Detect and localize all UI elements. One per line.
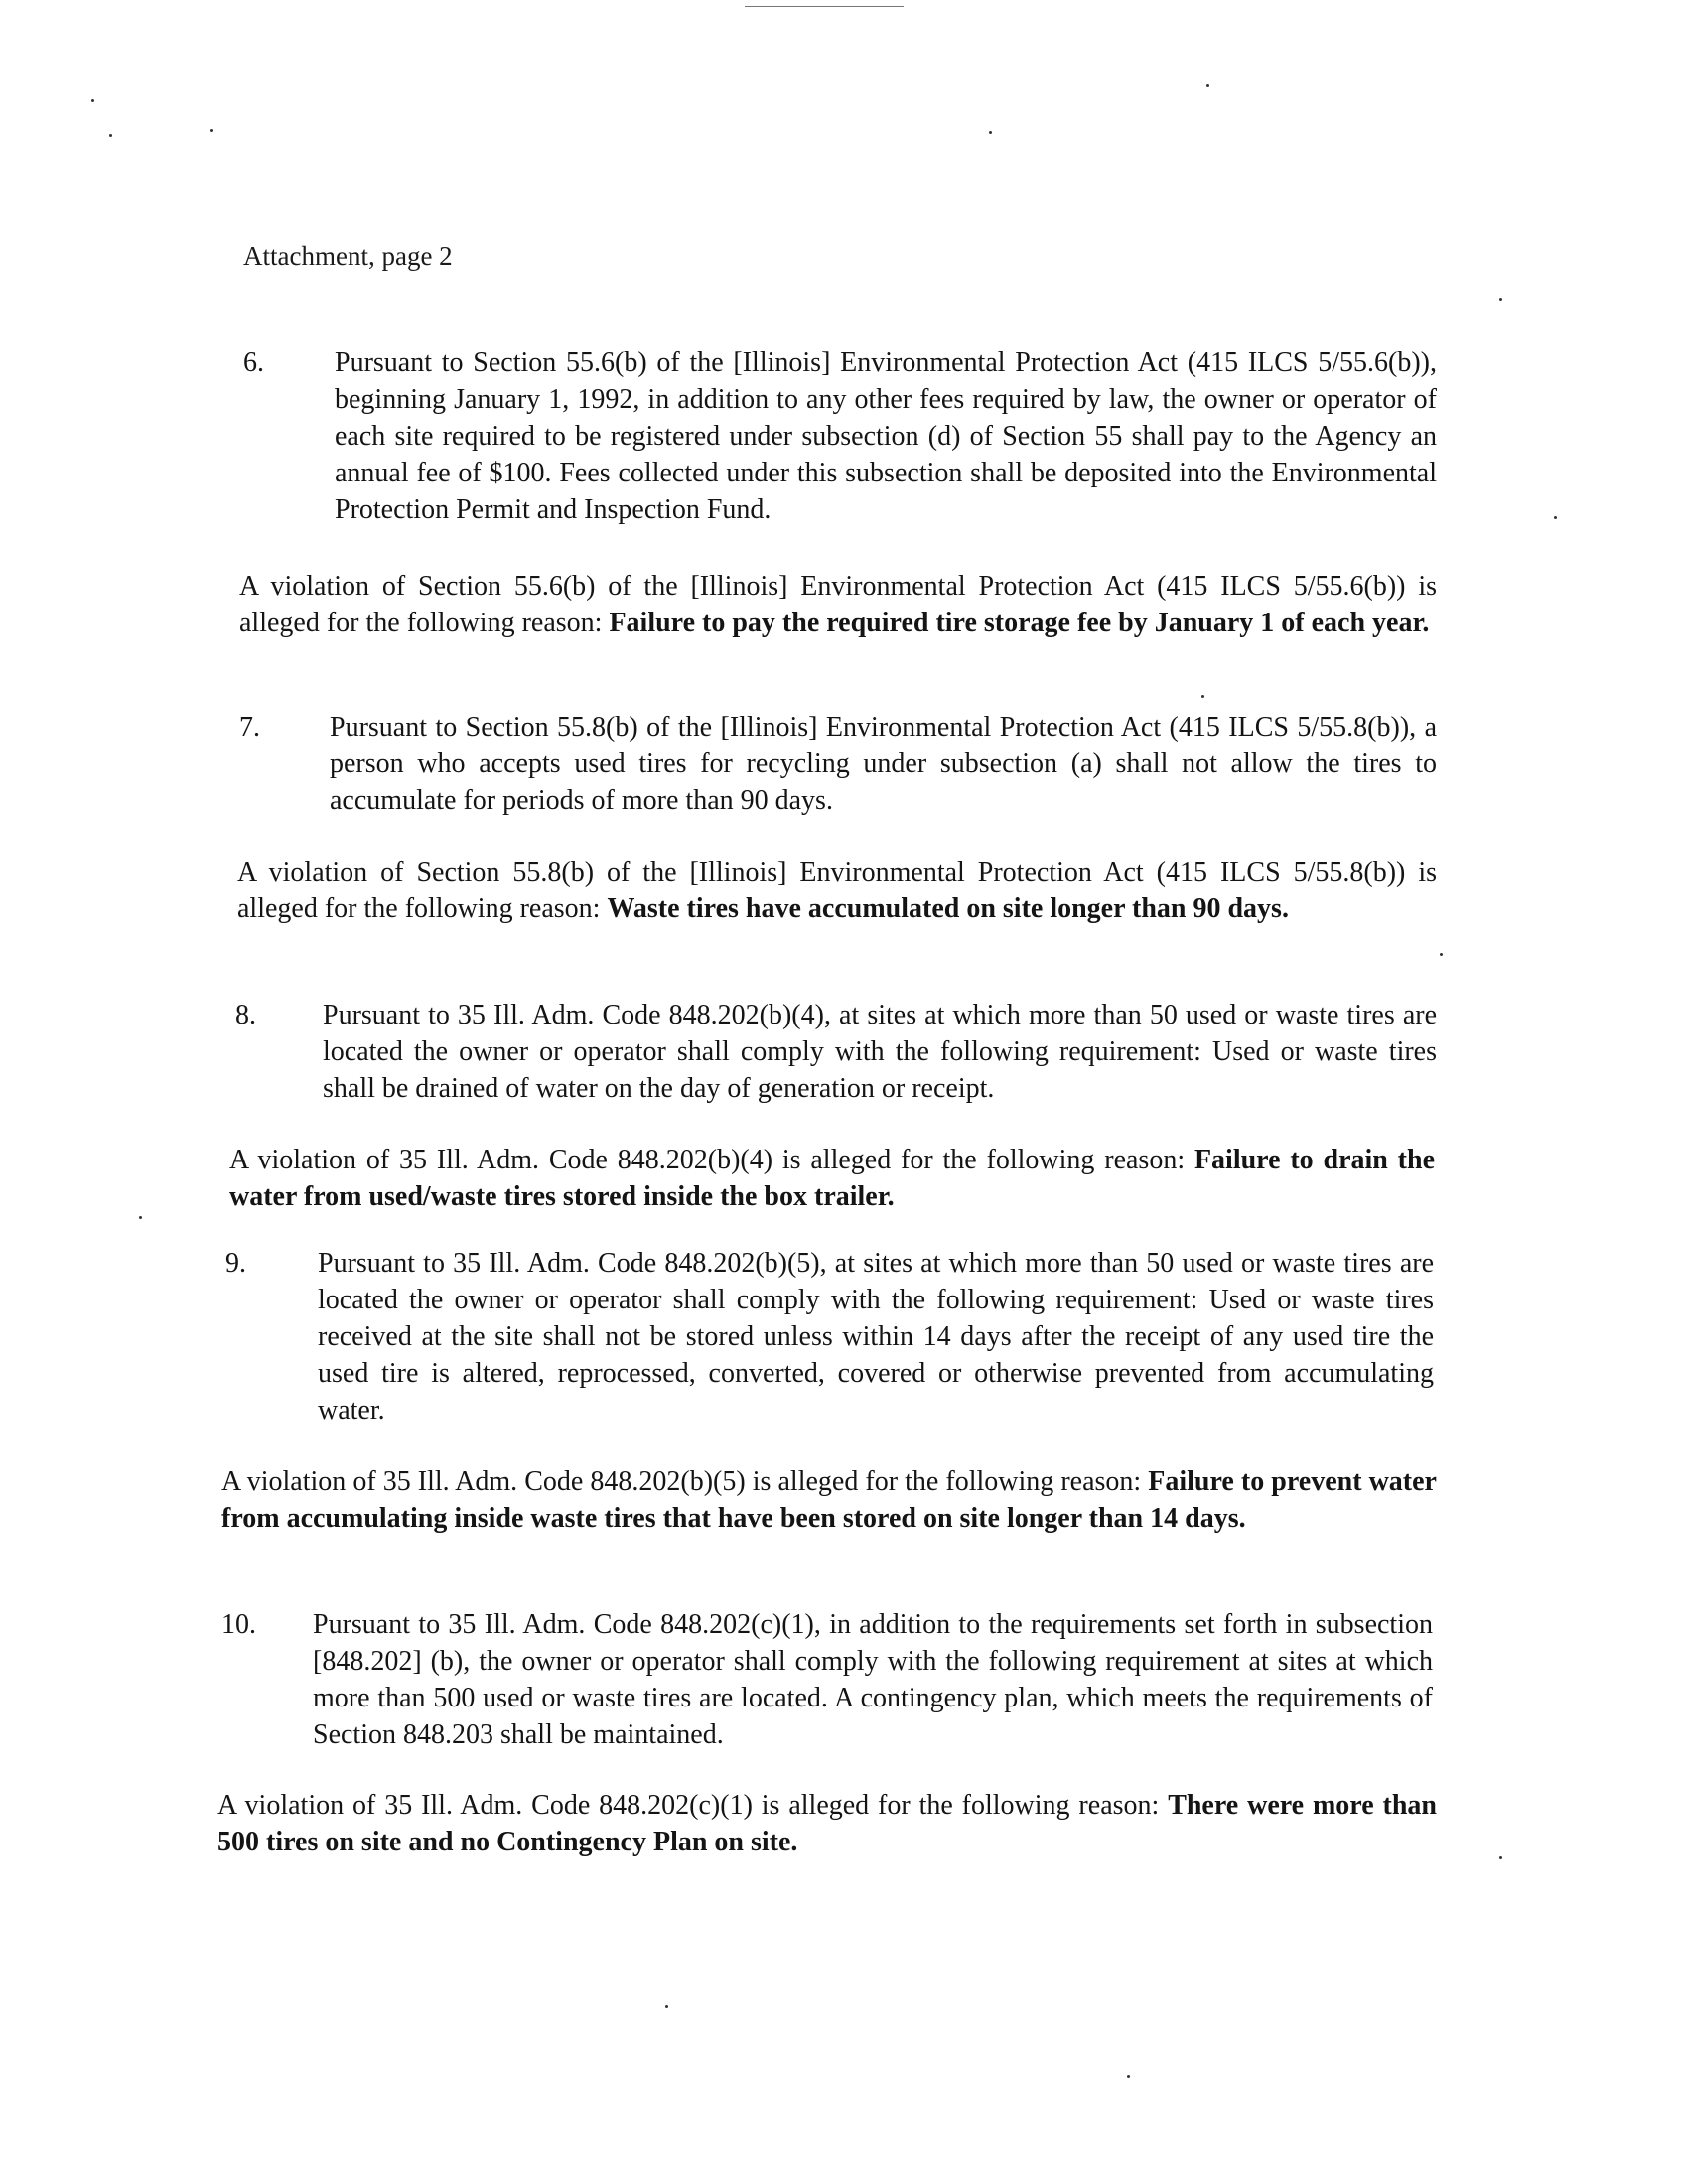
violation-reason: Failure to drain the water from used/waste tires stored inside the box trailer. [229,1145,1435,1212]
section-number: 6. [243,347,264,378]
section-text: Pursuant to Section 55.8(b) of the [Illinois] Environmental Protection Act (415 ILCS 5/55.8(b)), a person who accepts used tires for recycling under subsection (a) shall not allow the tires to accumulate for periods of more than 90 days. [330,712,1437,816]
violation-10 [217,1787,1437,1860]
violation-intro: A violation of 35 Ill. Adm. Code 848.202(b)(5) is alleged for the following reason: [221,1466,1149,1497]
scan-speck [1127,2075,1130,2078]
scan-speck [1499,298,1502,301]
scan-speck [139,1216,142,1219]
violation-9 [221,1463,1437,1537]
violation-intro: A violation of 35 Ill. Adm. Code 848.202(c)(1) is alleged for the following reason: [217,1790,1169,1821]
violation-reason: Failure to pay the required tire storage fee by January 1 of each year. [609,608,1430,638]
section-number: 8. [235,1000,256,1030]
scan-artifact-line [745,6,904,7]
page-header: Attachment, page 2 [243,241,453,271]
violation-reason: Waste tires have accumulated on site longer than 90 days. [607,893,1289,924]
violation-7 [237,854,1437,927]
scan-speck [1554,516,1557,519]
violation-intro: A violation of 35 Ill. Adm. Code 848.202(b)(4) is alleged for the following reason: [229,1145,1194,1175]
scan-speck [91,99,94,102]
scan-speck [989,131,992,134]
section-text: Pursuant to 35 Ill. Adm. Code 848.202(c)(1), in addition to the requirements set forth in subsection [848.202] (b), the owner or operator shall comply with the following requirement at sites at which more than 500 used or waste tires are located. A contingency plan, which meets the requirements of Section 848.203 shall be maintained. [313,1609,1433,1750]
scan-speck [665,2005,668,2008]
section-number: 9. [225,1248,246,1279]
scan-speck [1499,1856,1502,1859]
section-text: Pursuant to Section 55.6(b) of the [Illinois] Environmental Protection Act (415 ILCS 5/55.6(b)), beginning January 1, 1992, in addition to any other fees required by law, the owner or operator of each site required to be registered under subsection (d) of Section 55 shall pay to the Agency an annual fee of $100. Fees collected under this subsection shall be deposited into the Environmental Protection Permit and Inspection Fund. [335,347,1437,525]
scan-speck [210,129,213,132]
scan-speck [1206,84,1209,87]
scan-speck [1201,695,1204,698]
section-text: Pursuant to 35 Ill. Adm. Code 848.202(b)(5), at sites at which more than 50 used or waste tires are located the owner or operator shall comply with the following requirement: Used or waste tires received at the site shall not be stored unless within 14 days after the receipt of any used tire the used tire is altered, reprocessed, converted, covered or otherwise prevented from accumulating water. [318,1248,1434,1426]
violation-intro: A violation of Section 55.6(b) of the [Illinois] Environmental Protection Act (415 ILCS 5/55.6(b)) is alleged for the following reason: [239,571,1437,638]
violation-reason: Failure to prevent water from accumulating inside waste tires that have been stored on site longer than 14 days. [221,1466,1437,1534]
violation-6 [239,568,1437,641]
section-text: Pursuant to 35 Ill. Adm. Code 848.202(b)(4), at sites at which more than 50 used or waste tires are located the owner or operator shall comply with the following requirement: Used or waste tires shall be drained of water on the day of generation or receipt. [323,1000,1437,1104]
section-number: 7. [239,712,260,743]
violation-intro: A violation of Section 55.8(b) of the [Illinois] Environmental Protection Act (415 ILCS 5/55.8(b)) is alleged for the following reason: [237,857,1437,924]
scan-speck [1440,953,1443,956]
scan-speck [109,134,112,137]
violation-8 [229,1142,1435,1215]
section-number: 10. [221,1609,256,1640]
violation-reason: There were more than 500 tires on site and no Contingency Plan on site. [217,1790,1438,1857]
